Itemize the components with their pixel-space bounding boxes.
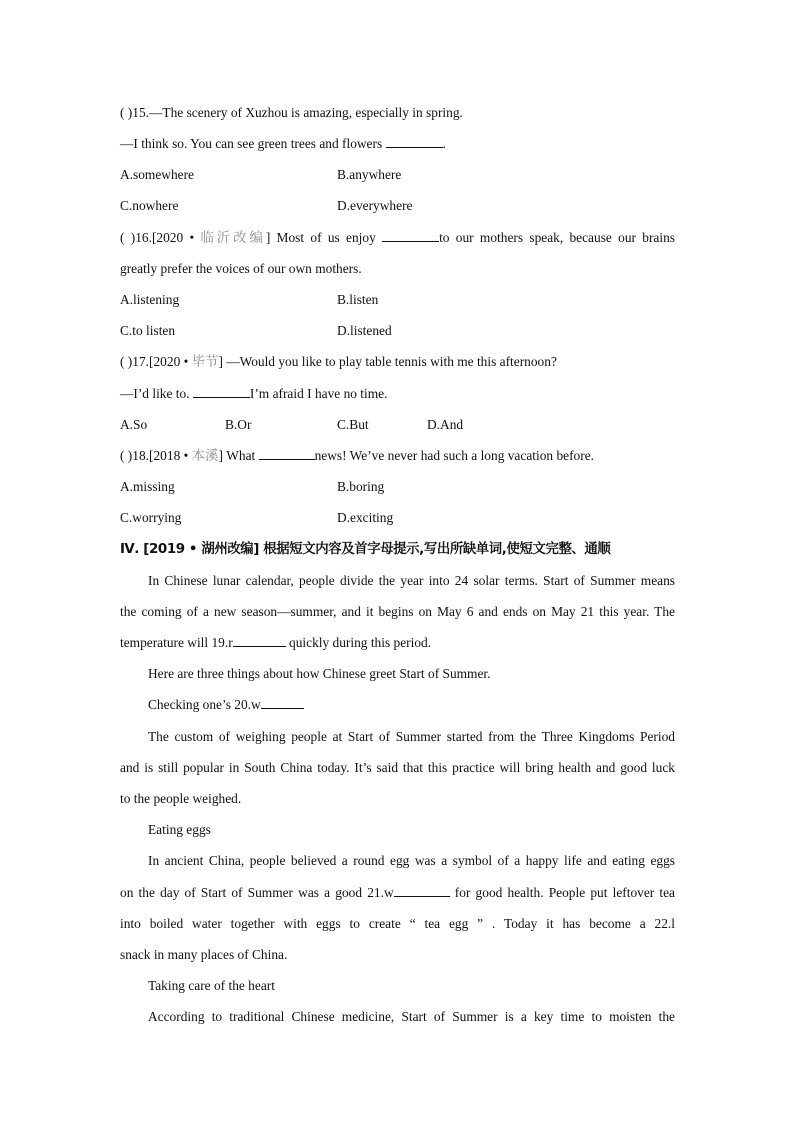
passage-line: According to traditional Chinese medicine, Start of Summer is a key time to moisten the [148, 1009, 675, 1024]
answer-blank [394, 884, 450, 897]
passage-line: on the day of Start of Summer was a good 21.w for good health. People put leftover tea [120, 885, 676, 900]
answer-paren: ( ) [120, 230, 136, 245]
question-16: ( )16.[2020 • 临沂改编] Most of us enjoy to our mothers speak, because our brains [120, 230, 676, 245]
option-b: B.Or [225, 417, 252, 432]
passage-subheading: Checking one’s 20.w [148, 696, 304, 714]
option-a: A.somewhere [120, 167, 194, 182]
option-a: A.listening [120, 292, 180, 307]
answer-paren: ( ) [120, 448, 133, 463]
option-b: B.listen [337, 292, 379, 307]
option-c: C.But [337, 417, 369, 432]
section-heading: Ⅳ. [2019 • 湖州改编] 根据短文内容及首字母提示,写出所缺单词,使短文完整、通顺 [120, 542, 611, 557]
answer-paren: ( ) [120, 354, 133, 369]
option-b: B.boring [337, 479, 385, 494]
question-source: 毕节 [191, 354, 219, 369]
option-d: D.everywhere [337, 198, 413, 213]
question-stem: 15.—The scenery of Xuzhou is amazing, especially in spring. [132, 105, 463, 120]
passage-line: The custom of weighing people at Start of Summer started from the Three Kingdoms Period [148, 729, 675, 744]
answer-blank [233, 634, 286, 647]
option-a: A.So [120, 417, 148, 432]
answer-blank [386, 135, 443, 148]
option-c: C.worrying [120, 510, 182, 525]
option-d: D.listened [337, 323, 392, 338]
passage-line: Here are three things about how Chinese greet Start of Summer. [148, 666, 491, 681]
question-17: ( )17.[2020 • 毕节] —Would you like to play table tennis with me this afternoon? [120, 354, 557, 369]
option-d: D.exciting [337, 510, 394, 525]
question-17-line2: —I’d like to. I’m afraid I have no time. [120, 386, 388, 401]
passage-line: In Chinese lunar calendar, people divide the year into 24 solar terms. Start of Summer means [148, 573, 675, 588]
question-18: ( )18.[2018 • 本溪] What news! We’ve never had such a long vacation before. [120, 448, 594, 463]
passage-line: temperature will 19.r quickly during this period. [120, 635, 432, 650]
answer-blank [382, 229, 439, 242]
answer-paren: ( ) [120, 105, 133, 120]
passage-line: and is still popular in South China today. It’s said that this practice will bring health and good luck [120, 760, 675, 775]
option-b: B.anywhere [337, 167, 402, 182]
question-16-line2: greatly prefer the voices of our own mothers. [120, 261, 362, 276]
option-d: D.And [427, 417, 464, 432]
passage-line: snack in many places of China. [120, 947, 288, 962]
question-15-line2: —I think so. You can see green trees and flowers . [120, 136, 446, 151]
passage-line: the coming of a new season—summer, and it begins on May 6 and ends on May 21 this year. The [120, 604, 675, 619]
passage-line: to the people weighed. [120, 791, 242, 806]
answer-blank [259, 447, 315, 460]
passage-subheading: Eating eggs [148, 822, 211, 837]
passage-line: into boiled water together with eggs to create “ tea egg ” . Today it has become a 22.l [120, 916, 675, 931]
passage-subheading: Taking care of the heart [148, 978, 275, 993]
answer-blank [193, 385, 250, 398]
option-c: C.to listen [120, 323, 176, 338]
option-c: C.nowhere [120, 198, 179, 213]
passage-line: In ancient China, people believed a round egg was a symbol of a happy life and eating eggs [148, 853, 675, 868]
answer-blank [261, 696, 304, 709]
question-source: 本溪 [191, 448, 219, 463]
option-a: A.missing [120, 479, 175, 494]
question-source: 临沂改编 [200, 230, 266, 245]
question-15 [120, 104, 463, 122]
